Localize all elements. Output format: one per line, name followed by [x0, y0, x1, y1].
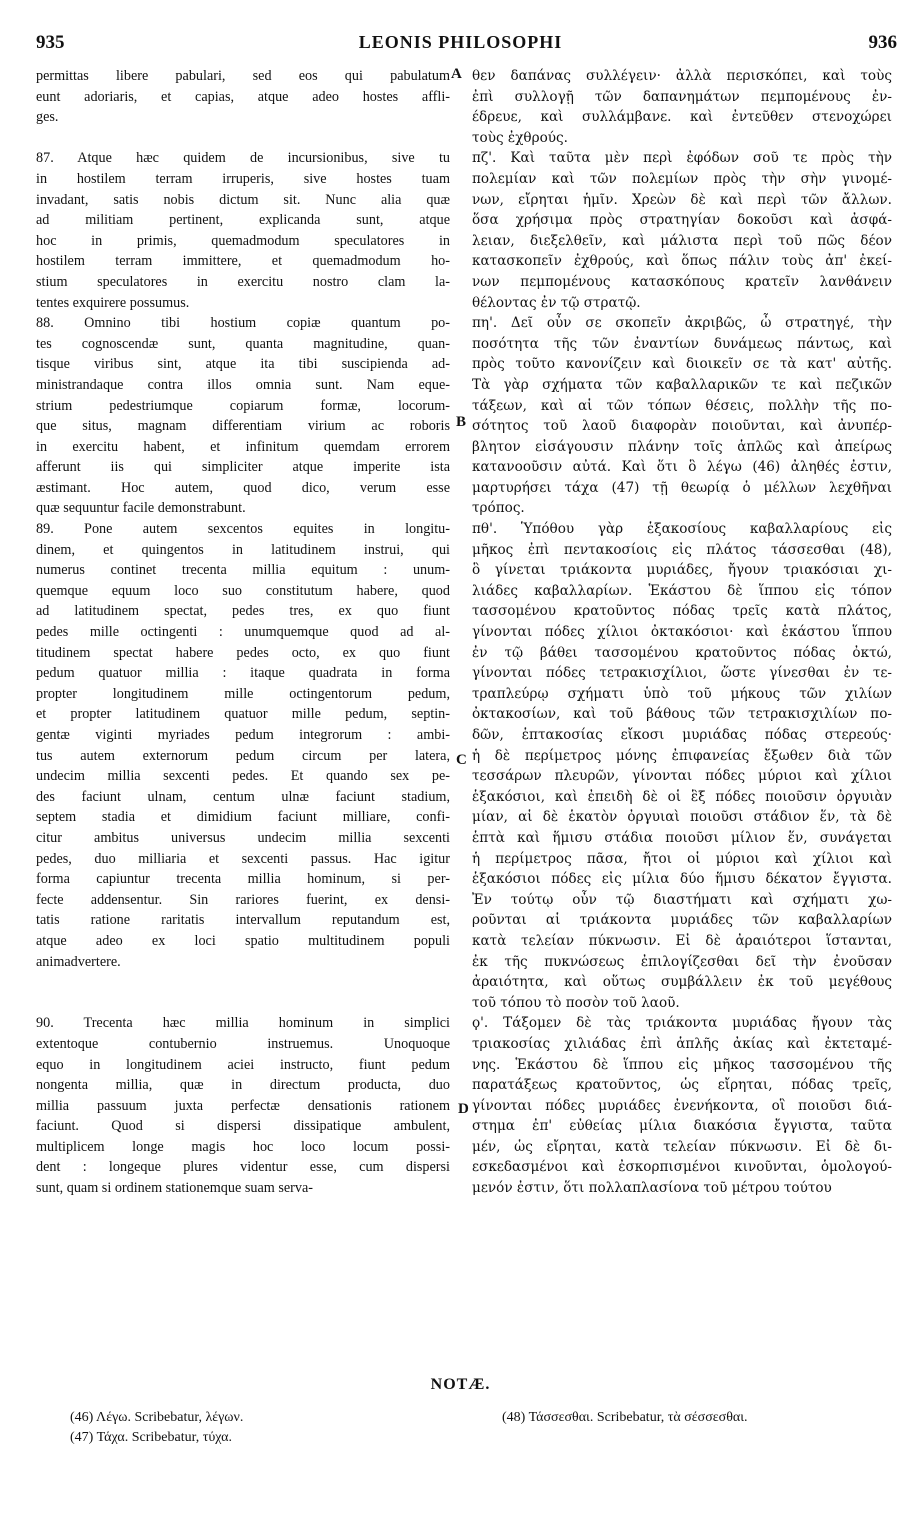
greek-text-line: κατὰ τελείαν πύκνωσιν. Εἰ δὲ ἀραιότεροι ἵστανται, — [472, 932, 892, 949]
latin-text-line: forma capiuntur trecenta millia hominum, si per- — [36, 871, 450, 888]
greek-text-line: τεσσάρων πλευρῶν, γίνονται πόδες μύριοι καὶ χίλιοι — [472, 768, 892, 785]
greek-text-line: κατασκοπεῖν ἐχθρούς, καὶ ὅπως πάλιν τοὺς ἀπ' ἐκεί- — [472, 253, 892, 270]
greek-text-line: Τὰ γὰρ σχήματα τῶν καβαλλαρικῶν τε καὶ πεζικῶν — [472, 376, 892, 393]
greek-text-line: τάξεων, καὶ αἱ τῶν τόπων θέσεις, πολλὴν τῆς πο- — [472, 397, 892, 414]
greek-text-line: τασσομένου κρατοῦντος πόδας τρεῖς κατὰ πλάτος, — [472, 603, 892, 620]
latin-text-line: stium speculatores in exercitu nostro clam la- — [36, 273, 450, 290]
greek-text-line: εσκεδασμένοι καὶ ἐσκορπισμένοι κινοῦνται, ὁμολογού- — [472, 1159, 892, 1176]
greek-text-line: πολεμίαν καὶ τῶν πολεμίων πρὸς τὴν σὴν γινομέ- — [472, 170, 892, 187]
latin-text-line: animadvertere. — [36, 953, 121, 970]
latin-text-line — [36, 972, 450, 993]
greek-text-line: ὀκτακοσίων, καὶ τοῦ βάθους τῶν τετρακισχιλίων πο- — [472, 706, 892, 723]
greek-text-line: σότητος τοῦ λαοῦ διαφορὰν ποιοῦνται, καὶ ἀνυπέρ- — [472, 418, 892, 435]
latin-text-line: ministrandaque contra illos omnia sunt. Nam eque- — [36, 376, 450, 393]
greek-text-line: νων πεμπομένους κατασκόπους κρατεῖν λανθάνειν — [472, 273, 892, 290]
greek-text-line: ὃ γίνεται τριάκοντα μυριάδες, ἤγουν τριακόσιαι χι- — [472, 562, 892, 579]
latin-text-line: quemque equum loco suo constitutum habere, quod — [36, 582, 450, 599]
greek-text-line: μῆκος ἐπὶ πεντακοσίοις εἰς πλάτος τάσσεσθαι (48), — [472, 541, 892, 558]
latin-text-line: strium pedestriumque copiarum formæ, locorum- — [36, 397, 450, 414]
latin-text-line: pedum quatuor millia : itaque quadrata in forma — [36, 665, 450, 682]
note-46: (46) Λέγω. Scribebatur, λέγων. — [70, 1410, 244, 1425]
greek-text-line: ἡ δὲ περίμετρος μόνης ἐπιφανείας ἔξωθεν διὰ τῶν — [472, 747, 892, 764]
latin-column — [36, 66, 450, 1199]
greek-text-line: στημα ἐπ' εὐθείας μίλια διακόσια ἔγγιστα, ταῦτα — [472, 1118, 892, 1135]
latin-text-line: propter longitudinem mille octingentorum pedum, — [36, 685, 450, 702]
greek-text-line: λιάδες καβαλλαρίων. Ἑκάστου δὲ ἵππου εἰς τόπον — [472, 582, 892, 599]
page-number-left: 935 — [36, 32, 65, 53]
latin-text-line: extentoque contubernio instruemus. Unoquoque — [36, 1035, 450, 1052]
latin-text-line: pedes, duo milliaria et sexcenti passus. Hac igitur — [36, 850, 450, 867]
greek-text-line: μίαν, αἱ δὲ ἑκατὸν ὀργυιαὶ ποιοῦσι στάδιον ἕν, τὰ δὲ — [472, 809, 892, 826]
greek-text-line: νης. Ἑκάστου δὲ ἵππου εἰς μῆκος τασσομένου τῆς — [472, 1056, 892, 1073]
latin-text-line: ad militiam pertinent, explicanda sunt, atque — [36, 212, 450, 229]
greek-text-line: ἑπτὰ καὶ ἥμισυ στάδια ποιοῦσι μίλιον ἕν, συνάγεται — [472, 829, 892, 846]
latin-text-line: hostilem terram immittere, et quemadmodum ho- — [36, 253, 450, 270]
latin-text-line: titudinem spectat habere pedes octo, ex quo fiunt — [36, 644, 450, 661]
latin-text-line: dinem, et quingentos in latitudinem instrui, qui — [36, 541, 450, 558]
greek-text-line: ὅσα χρήσιμα πρὸς στρατηγίαν δοκοῦσι καὶ ἀσφά- — [472, 212, 892, 229]
greek-text-line: πζ'. Καὶ ταῦτα μὲν περὶ ἐφόδων σοῦ τε πρὸς τὴν — [472, 150, 892, 167]
latin-text-line: pedes mille octingenti : unumquemque quod ad al- — [36, 624, 450, 641]
greek-text-line: γίνονται πόδες τετρακισχίλιοι, ὥστε γίνεσθαι ἐν τε- — [472, 665, 892, 682]
latin-text-line: æstimant. Hoc autem, quod dico, verum esse — [36, 479, 450, 496]
notes-title: NOTÆ. — [430, 1376, 491, 1393]
greek-text-line: πθ'. Ὑπόθου γὰρ ἑξακοσίους καβαλλαρίους εἰς — [472, 521, 892, 538]
latin-text-line: quæ sequuntur facile demonstrabunt. — [36, 500, 246, 517]
greek-text-line: τοὺς ἐχθρούς. — [472, 129, 568, 146]
latin-text-line — [36, 128, 450, 149]
greek-text-line: ροῦνται αἱ τριάκοντα μυριάδες τῶν καβαλλαρίων — [472, 912, 892, 929]
page-number-right: 936 — [868, 32, 897, 53]
greek-text-line: μενόν ἐστιν, ὅτι πολλαπλασίονα τοῦ μέτρου τούτου — [472, 1180, 832, 1197]
latin-text-line: 88. Omnino tibi hostium copiæ quantum po- — [36, 315, 450, 332]
latin-text-line: 89. Pone autem sexcentos equites in longitu- — [36, 521, 450, 538]
greek-text-line: ἀραιότητα, καὶ οὕτως συμβάλλειν ἐκ τοῦ μεγέθους — [472, 974, 892, 991]
latin-text-line: faciunt. Quod si dispersi dissipatique ambulent, — [36, 1118, 450, 1135]
greek-text-line: θεν δαπάνας συλλέγειν· ἀλλὰ περισκόπει, καὶ τοὺς — [472, 68, 892, 84]
greek-text-line: ἑξακόσιοι, καὶ ἐπειδὴ δὲ οἱ ἓξ πόδες ποιοῦσιν ὀργυιὰν — [472, 788, 892, 805]
running-title: LEONIS PHILOSOPHI — [358, 32, 563, 52]
latin-text-line: sunt, quam si ordinem stationemque suam serva- — [36, 1180, 313, 1197]
greek-text-line: κατανοοῦσιν αὐτά. Καὶ ὅτι ὃ λέγω (46) ἀληθές ἐστιν, — [472, 459, 892, 476]
latin-text-line: tus autem externorum pedum circum per latera, — [36, 747, 450, 764]
greek-text-line: θέλοντας ἐν τῷ στρατῷ. — [472, 294, 641, 311]
greek-text-line: έδρευε, καὶ συλλάμβανε. καὶ ἐντεῦθεν στενοχώρει — [472, 109, 892, 126]
latin-text-line: tentes exquirere possumus. — [36, 294, 190, 311]
latin-text-line: gentæ viginti myriades pedum integrorum : ambi- — [36, 727, 450, 743]
latin-text-line: multiplicem longe magis hoc loco locum possi- — [36, 1138, 450, 1155]
greek-column — [472, 66, 892, 1199]
latin-text-line: tisque viribus sint, atque ita tibi suscipienda ad- — [36, 356, 450, 373]
greek-text-line: ποσότητα τῆς τῶν ἐναντίων δυνάμεως πάντως, καὶ — [472, 335, 892, 352]
latin-text-line: 90. Trecenta hæc millia hominum in simplici — [36, 1015, 450, 1032]
greek-text-line: τοῦ τόπου τὸ ποσὸν τοῦ λαοῦ. — [472, 994, 680, 1011]
latin-text-line: nongenta millia, quæ in directum producta, duo — [36, 1077, 450, 1094]
greek-text-line: τραπλεύρῳ σχήματι ὑπὸ τοῦ μήκους τῶν χιλίων — [472, 685, 892, 702]
latin-text-line: tes cognoscendæ sunt, quanta magnitudine, quan- — [36, 335, 450, 352]
latin-text-line: citur ambitus universus undecim millia sexcenti — [36, 829, 450, 846]
greek-text-line: πρὸς τοῦτο κανονίζειν καὶ διοικεῖν σε τὰ κατ' αὐτῆς. — [472, 356, 892, 373]
greek-text-line: λειαν, διεξελθεῖν, καὶ μάλιστα περὶ τοῦ πῶς δέον — [472, 232, 892, 249]
greek-text-line: γίνονται πόδες μυριάδες ἐνενήκοντα, οἳ ποιοῦσι διά- — [472, 1097, 892, 1114]
greek-text-line: ἑξακόσιοι πόδες εἰς μίλια δύο ἥμισυ δέκατον ἔγγιστα. — [472, 871, 892, 888]
margin-letter-d: D — [458, 1101, 469, 1117]
greek-text-line: δῶν, ἑπτακοσίας εἴκοσι μυριάδας πόδας στερεούς· — [472, 727, 892, 743]
greek-text-line: μαρτυρήσει τάχα (47) τῇ θεωρίᾳ ὁ μέλλων λεχθῆναι — [472, 479, 892, 496]
greek-text-line: ἐν τῷ βάθει τασσομένου κρατοῦντος πόδας ὀκτώ, — [472, 644, 892, 661]
latin-text-line: undecim millia sexcenti pedes. Et quando sex pe- — [36, 768, 450, 785]
greek-text-line: μέν, ὡς εἴρηται, κατὰ τελείαν πύκνωσιν. Εἰ δὲ δι- — [472, 1138, 892, 1155]
greek-text-line: ἐκ τῆς πυκνώσεως ἐπιλογίζεσθαι δεῖ τὴν ἐνοῦσαν — [472, 953, 892, 970]
latin-text-line: in exercitu habent, et infinitum quemdam errorem — [36, 438, 450, 455]
latin-text-line: tatis ratione raritatis intervallum reputandum est, — [36, 912, 450, 929]
greek-text-line: γίνονται πόδες χίλιοι ὀκτακόσιοι· καὶ ἑκάστου ἵππου — [472, 624, 892, 641]
latin-text-line — [36, 993, 450, 1014]
note-48: (48) Τάσσεσθαι. Scribebatur, τὰ σέσσεσθαι. — [502, 1410, 748, 1425]
latin-text-line: 87. Atque hæc quidem de incursionibus, sive tu — [36, 150, 450, 167]
greek-text-line: πη'. Δεῖ οὖν σε σκοπεῖν ἀκριβῶς, ὦ στρατηγέ, τὴν — [472, 315, 892, 332]
greek-text-line: ἡ περίμετρος πᾶσα, ἤτοι οἱ μύριοι καὶ χίλιοι καὶ — [472, 850, 892, 867]
latin-text-line: eunt adoriaris, et capias, atque adeo hostes affli- — [36, 88, 450, 105]
latin-text-line: numerus continet trecenta millia equitum : unum- — [36, 562, 450, 579]
latin-text-line: in hostilem terram irruperis, sive hostes tuam — [36, 170, 450, 187]
margin-letter-a: A — [451, 66, 462, 82]
latin-text-line: millia passuum juxta perfectæ densationis rationem — [36, 1097, 450, 1114]
greek-text-line: βλητον εἰσάγουσιν πλάνην τοῖς ἁπλῶς καὶ ἀπείρως — [472, 438, 892, 455]
latin-text-line: et propter latitudinem quatuor mille pedum, septin- — [36, 706, 450, 723]
greek-text-line: ϙ'. Τάξομεν δὲ τὰς τριάκοντα μυριάδας ἤγουν τὰς — [472, 1015, 892, 1032]
greek-text-line: ἐπὶ συλλογῇ τῶν δαπανημάτων πεμπομένους ἐν- — [472, 88, 892, 105]
greek-text-line: τριακοσίας χιλιάδας ἐπὶ ἁπλῆς ἀκίας καὶ ἐκτεταμέ- — [472, 1035, 892, 1052]
latin-text-line: equo in longitudinem aciei instructo, fiunt pedum — [36, 1056, 450, 1073]
greek-text-line: παρατάξεως κρατοῦντος, ὡς εἴρηται, πόδας τρεῖς, — [472, 1077, 892, 1094]
latin-text-line: hoc in primis, quemadmodum speculatores in — [36, 232, 450, 249]
margin-letter-b: B — [456, 414, 467, 430]
note-47: (47) Τάχα. Scribebatur, τύχα. — [70, 1430, 233, 1445]
margin-letter-c: C — [456, 752, 467, 768]
latin-text-line: afferunt iis qui simpliciter atque imperite ista — [36, 459, 450, 476]
latin-text-line: dent : longeque plures videntur esse, cum dispersi — [36, 1159, 450, 1176]
latin-text-line: invadant, satis nobis dictum sit. Nunc alia quæ — [36, 191, 450, 208]
latin-text-line: ges. — [36, 109, 59, 126]
latin-text-line: atque adeo ex loci spatio multitudinem populi — [36, 932, 450, 949]
latin-text-line: des faciunt ulnam, centum ulnæ faciunt stadium, — [36, 788, 450, 805]
latin-text-line: que situs, magnam differentiam virium ac roboris — [36, 418, 450, 435]
latin-text-line: permittas libere pabulari, sed eos qui pabulatum — [36, 68, 450, 84]
latin-text-line: ad latitudinem spectat, pedes tres, ex quo fiunt — [36, 603, 450, 620]
page-header — [0, 32, 921, 62]
latin-text-line: septem stadia et dimidium faciunt milliare, confi- — [36, 809, 450, 826]
latin-text-line: fecte addensentur. Sin rariores fuerint, ex densi- — [36, 891, 450, 908]
greek-text-line: Ἐν τούτῳ οὖν τῷ διαστήματι καὶ σχήματι χω- — [472, 891, 892, 908]
greek-text-line: νων, εἴρηται ἡμῖν. Χρεὼν δὲ καὶ περὶ τῶν ἄλλων. — [472, 191, 892, 208]
greek-text-line: τρόπος. — [472, 500, 525, 517]
